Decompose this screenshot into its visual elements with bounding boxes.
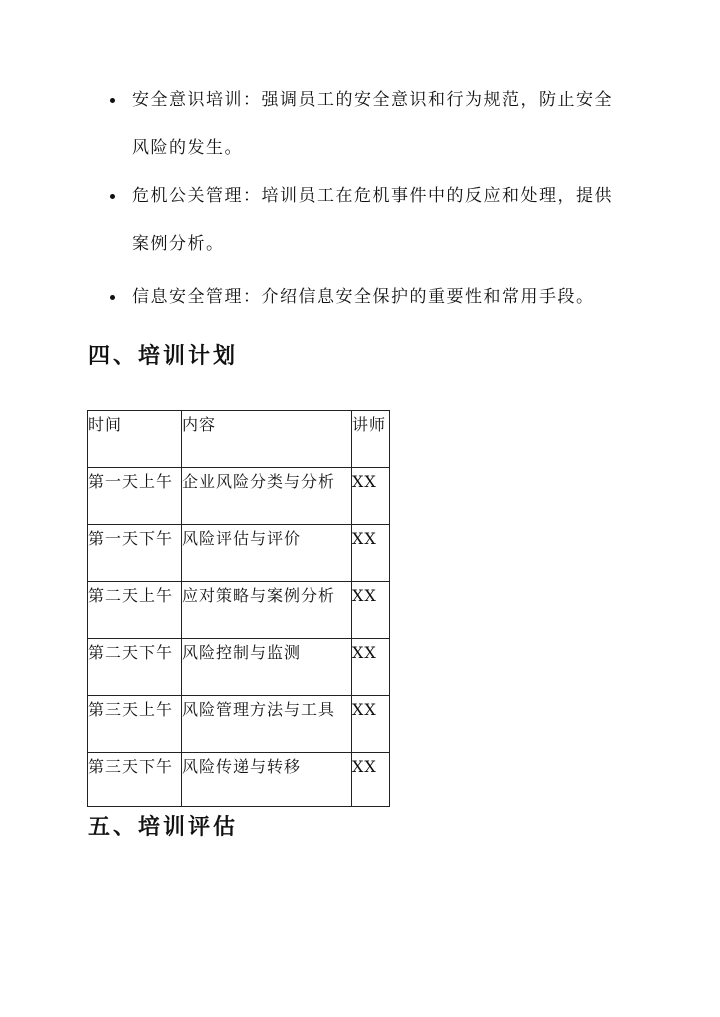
bullet-item-safety-awareness	[132, 76, 622, 172]
cell-content: 风险控制与监测	[182, 639, 352, 696]
cell-content: 风险传递与转移	[182, 753, 352, 807]
table-header-row	[88, 411, 390, 468]
cell-content: 应对策略与案例分析	[182, 582, 352, 639]
header-time: 时间	[88, 411, 182, 468]
table-row	[88, 468, 390, 525]
cell-time: 第一天下午	[88, 525, 182, 582]
cell-lecturer: XX	[352, 753, 390, 807]
cell-time: 第一天上午	[88, 468, 182, 525]
bullet-text: 危机公关管理：培训员工在危机事件中的反应和处理，提供案例分析。	[132, 186, 613, 254]
bullet-text: 信息安全管理：介绍信息安全保护的重要性和常用手段。	[132, 287, 595, 307]
table-row	[88, 525, 390, 582]
cell-time: 第三天下午	[88, 753, 182, 807]
cell-content: 企业风险分类与分析	[182, 468, 352, 525]
bullet-dot-icon	[110, 194, 115, 199]
bullet-item-crisis-pr	[132, 172, 622, 268]
table-row	[88, 753, 390, 807]
cell-time: 第二天上午	[88, 582, 182, 639]
cell-time: 第二天下午	[88, 639, 182, 696]
cell-lecturer: XX	[352, 525, 390, 582]
bullet-dot-icon	[110, 98, 115, 103]
cell-lecturer: XX	[352, 696, 390, 753]
cell-lecturer: XX	[352, 468, 390, 525]
bullet-text: 安全意识培训：强调员工的安全意识和行为规范，防止安全风险的发生。	[132, 90, 613, 158]
cell-lecturer: XX	[352, 582, 390, 639]
section-heading-training-plan: 四、培训计划	[88, 343, 239, 369]
training-schedule-table	[87, 410, 390, 807]
section-heading-training-evaluation: 五、培训评估	[88, 814, 239, 840]
bullet-item-info-security	[132, 273, 622, 321]
table-row	[88, 582, 390, 639]
table-row	[88, 639, 390, 696]
bullet-dot-icon	[110, 295, 115, 300]
header-content: 内容	[182, 411, 352, 468]
header-lecturer: 讲师	[352, 411, 390, 468]
table-row	[88, 696, 390, 753]
cell-content: 风险管理方法与工具	[182, 696, 352, 753]
cell-content: 风险评估与评价	[182, 525, 352, 582]
cell-lecturer: XX	[352, 639, 390, 696]
cell-time: 第三天上午	[88, 696, 182, 753]
